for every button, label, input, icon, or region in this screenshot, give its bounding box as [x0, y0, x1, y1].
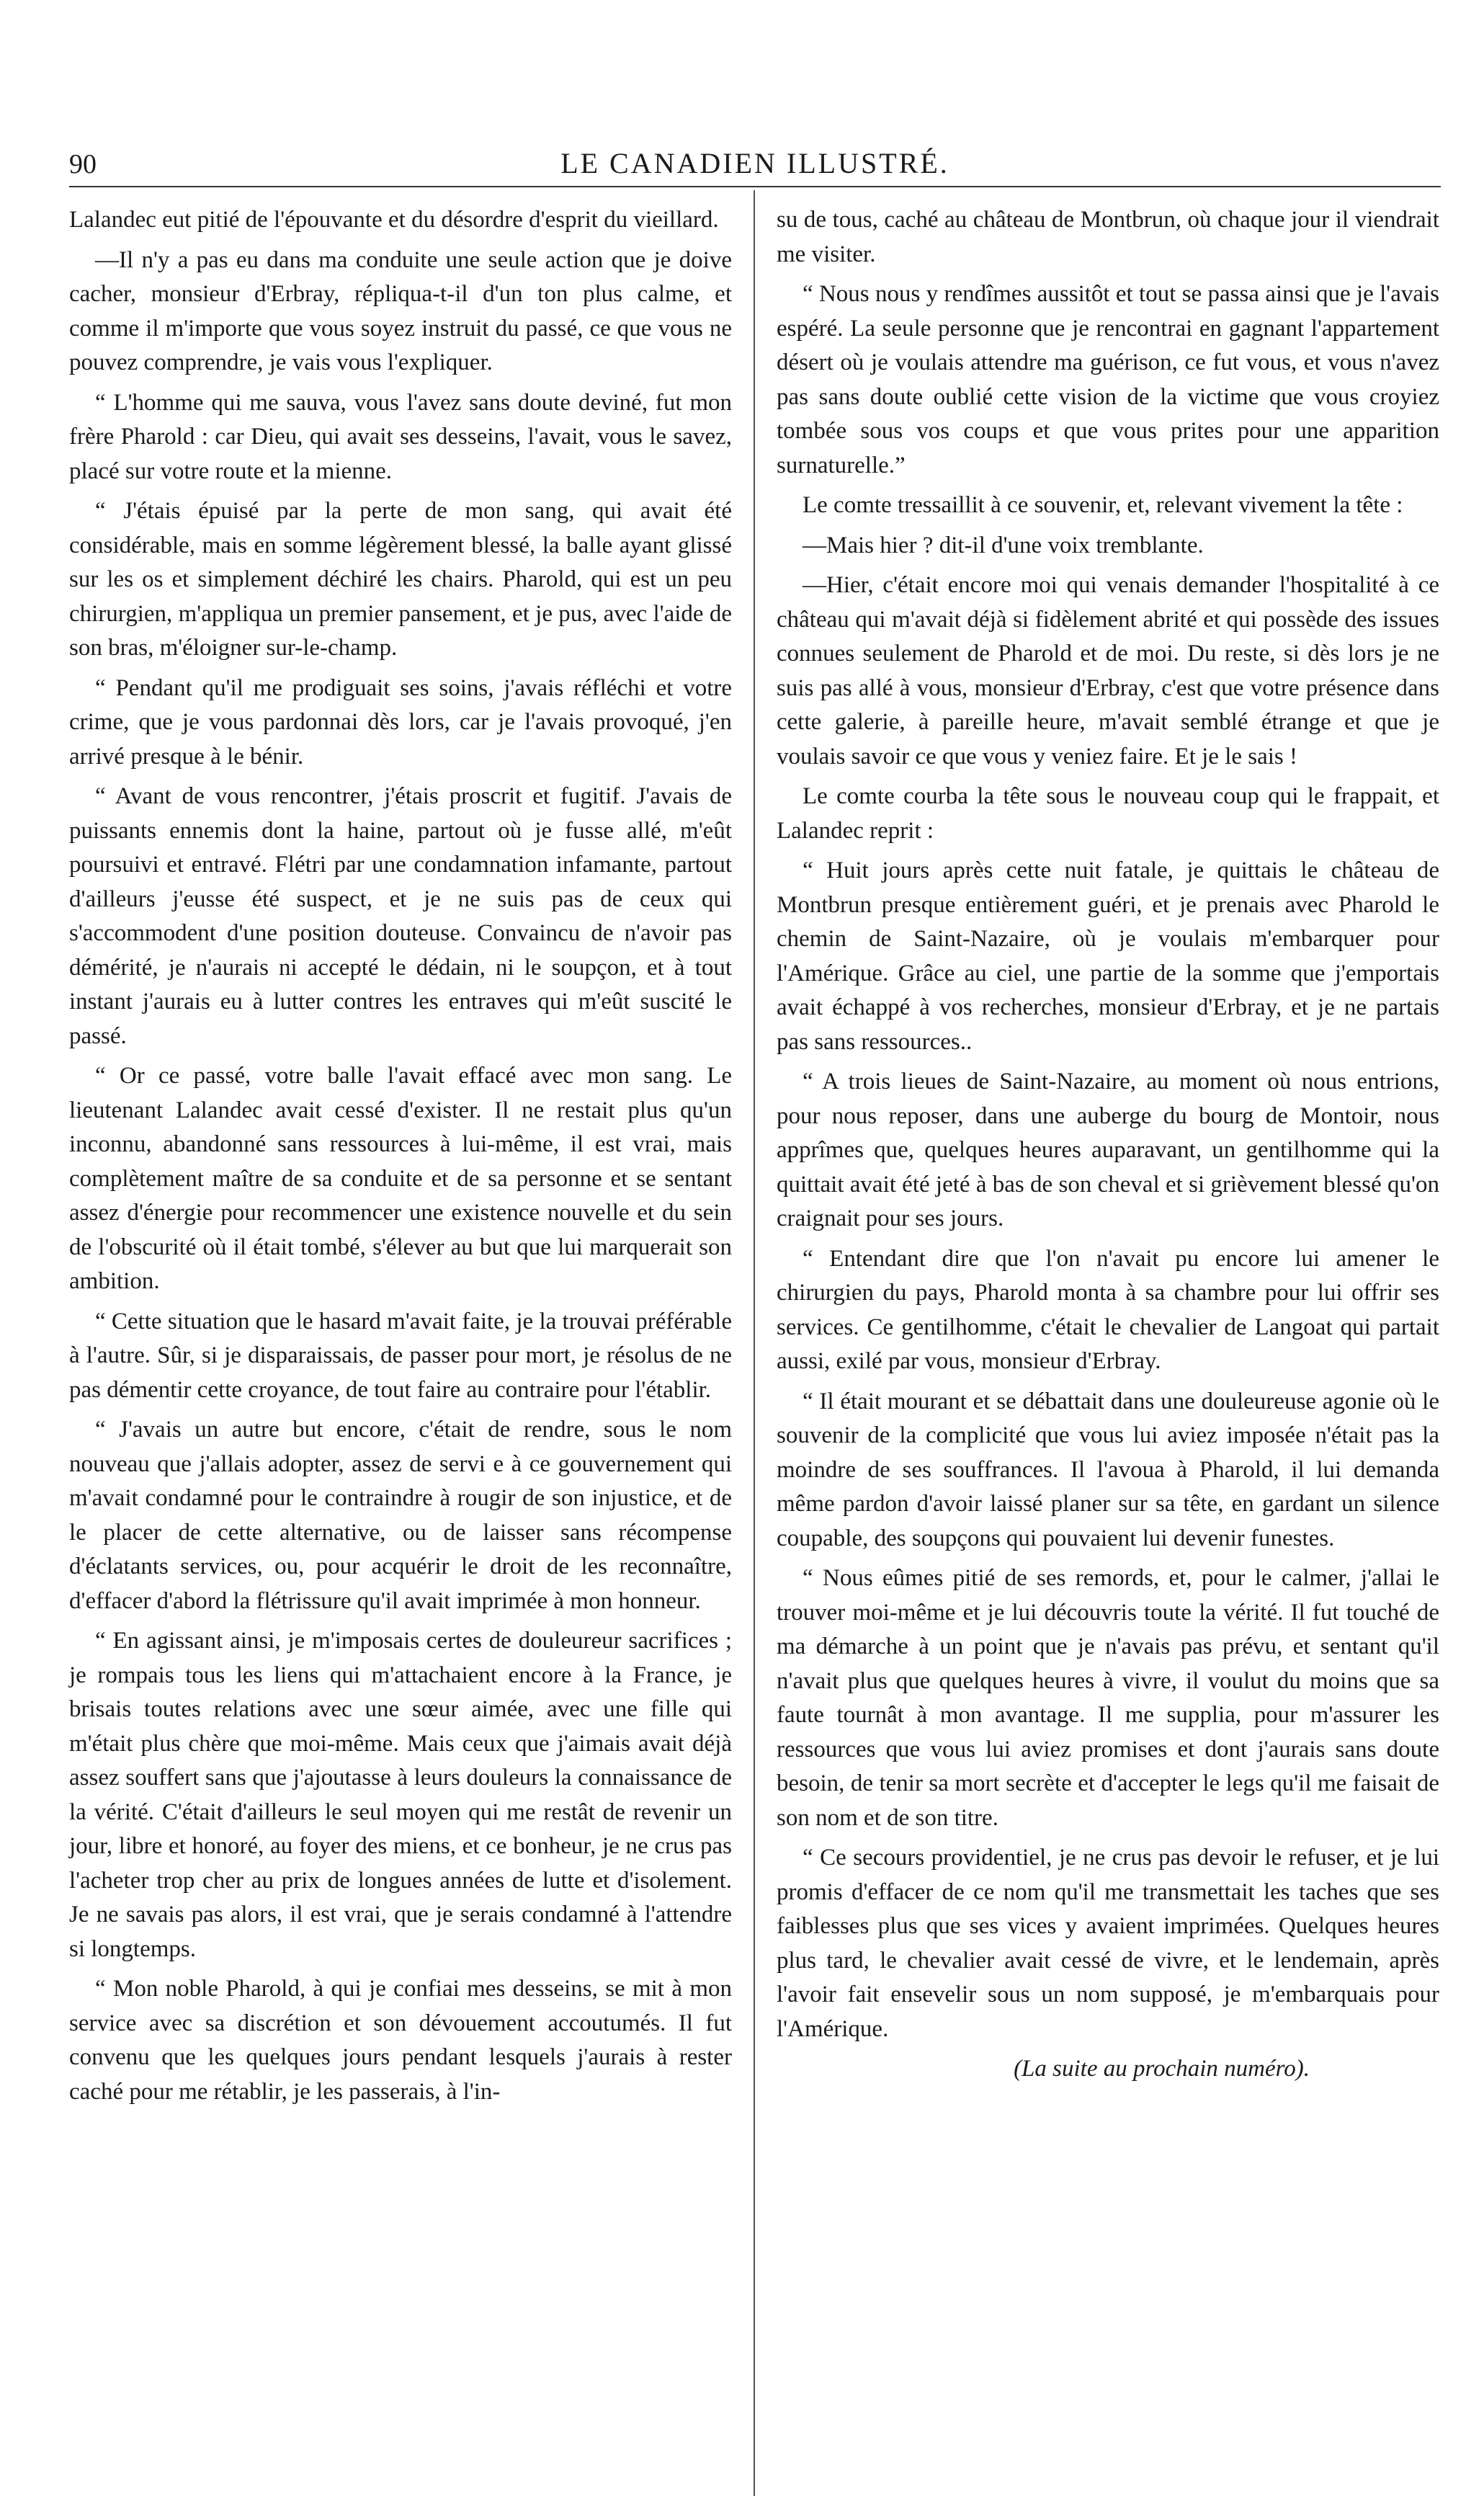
paragraph: “ J'avais un autre but encore, c'était de rendre, sous le nom nouveau que j'allais adopter, assez de servi e à ce gouvernement qui m'avait condamné pour le contraindre à rougir de son injustice, et de le placer de cette alternative, ou de laisser sans récompense d'éclatants services, ou, pour acquérir le droit de les reconnaître, d'effacer d'abord la flétrissure qu'il avait imprimée à mon honneur.: [69, 1417, 732, 1614]
paragraph: “ Nous nous y rendîmes aussitôt et tout se passa ainsi que je l'avais espéré. La seule personne que je rencontrai en gagnant l'appartement désert où je voulais attendre ma guérison, ce fut vous, et vous n'avez pas sans doute oublié cette vision de la victime que vous croyiez tombée sous vos coups et que vous prites pour une apparition surnaturelle.”: [777, 281, 1439, 478]
paragraph: “ L'homme qui me sauva, vous l'avez sans doute deviné, fut mon frère Pharold : car Dieu, qui avait ses desseins, l'avait, vous le savez, placé sur votre route et la mienne.: [69, 389, 732, 484]
left-column: [69, 203, 732, 2115]
paragraph: “ Mon noble Pharold, à qui je confiai mes desseins, se mit à mon service avec sa discrétion et son dévouement accoutumés. Il fut convenu que les quelques jours pendant lesquels j'aurais à rester caché pour me rétablir, je les passerais, à l'in-: [69, 1976, 732, 2105]
paragraph: su de tous, caché au château de Montbrun, où chaque jour il viendrait me visiter.: [777, 207, 1439, 267]
continued-note: (La suite au prochain numéro).: [1014, 2056, 1310, 2082]
paragraph: —Mais hier ? dit-il d'une voix tremblante.: [803, 532, 1204, 558]
paragraph: “ Il était mourant et se débattait dans une douleureuse agonie où le souvenir de la complicité que vous lui aviez imposée n'était pas la moindre de ses souffrances. Il l'avoua à Pharold, il lui demanda même pardon d'avoir laissé planer sur sa tête, en gardant un silence coupable, des soupçons qui pouvaient lui devenir funestes.: [777, 1388, 1439, 1551]
masthead: LE CANADIEN ILLUSTRÉ.: [560, 147, 949, 179]
paragraph: Le comte courba la tête sous le nouveau coup qui le frappait, et Lalandec reprit :: [777, 783, 1439, 844]
paragraph: “ Huit jours après cette nuit fatale, je quittais le château de Montbrun presque entièrement guéri, et je prenais avec Pharold le chemin de Saint-Nazaire, où je voulais m'embarquer pour l'Amérique. Grâce au ciel, une partie de la somme que j'emportais avait échappé à vos recherches, monsieur d'Erbray, et je ne partais pas sans ressources..: [777, 857, 1439, 1055]
paragraph: Le comte tressaillit à ce souvenir, et, relevant vivement la tête :: [803, 492, 1403, 518]
paragraph: “ A trois lieues de Saint-Nazaire, au moment où nous entrions, pour nous reposer, dans une auberge du bourg de Montoir, nous apprîmes que, quelques heures auparavant, un gentilhomme qui la quittait avait été jeté à bas de son cheval et si grièvement blessé qu'on craignait pour ses jours.: [777, 1069, 1439, 1231]
paragraph: —Hier, c'était encore moi qui venais demander l'hospitalité à ce château qui m'avait déjà si fidèlement abrité et qui possède des issues connues seulement de Pharold et de moi. Du reste, si dès lors je ne suis pas allé à vous, monsieur d'Erbray, c'est que votre présence dans cette galerie, à pareille heure, m'avait semblé étrange et que je voulais savoir ce que vous y veniez faire. Et je le sais !: [777, 572, 1439, 770]
paragraph: “ Avant de vous rencontrer, j'étais proscrit et fugitif. J'avais de puissants ennemis dont la haine, partout où je fusse allé, m'eût poursuivi et entravé. Flétri par une condamnation infamante, partout d'ailleurs j'eusse été suspect, et je ne suis pas de ceux qui s'accommodent d'une position douteuse. Convaincu de n'avoir pas démérité, je n'aurais ni accepté le dédain, ni le soupçon, et à tout instant j'aurais eu à lutter contres les entraves qui m'eût suscité le passé.: [69, 783, 732, 1049]
paragraph: “ Ce secours providentiel, je ne crus pas devoir le refuser, et je lui promis d'effacer de ce nom qu'il me transmettait les taches que ses faiblesses plus que ses vices y avaient imprimées. Quelques heures plus tard, le chevalier avait cessé de vivre, et le lendemain, après l'avoir fait ensevelir sous un nom supposé, je m'embarquais pour l'Amérique.: [777, 1845, 1439, 2042]
paragraph: Lalandec eut pitié de l'épouvante et du désordre d'esprit du vieillard.: [69, 207, 719, 233]
paragraph: “ J'étais épuisé par la perte de mon sang, qui avait été considérable, mais en somme légèrement blessé, la balle ayant glissé sur les os et simplement déchiré les chairs. Pharold, qui est un peu chirurgien, m'appliqua un premier pansement, et je pus, avec l'aide de son bras, m'éloigner sur-le-champ.: [69, 498, 732, 661]
paragraph: “ Pendant qu'il me prodiguait ses soins, j'avais réfléchi et votre crime, que je vous pardonnai dès lors, car je l'avais provoqué, j'en arrivé presque à le bénir.: [69, 674, 732, 770]
page-number: 90: [69, 149, 97, 179]
paragraph: “ Cette situation que le hasard m'avait faite, je la trouvai préférable à l'autre. Sûr, si je disparaissais, de passer pour mort, je résolus de ne pas démentir cette croyance, de tout faire au contraire pour l'établir.: [69, 1308, 732, 1403]
header-rule: [69, 186, 1441, 187]
column-divider: [754, 190, 755, 2496]
paragraph: —Il n'y a pas eu dans ma conduite une seule action que je doive cacher, monsieur d'Erbray, répliqua-t-il d'un ton plus calme, et comme il m'importe que vous soyez instruit du passé, ce que vous ne pouvez comprendre, je vais vous l'expliquer.: [69, 246, 732, 375]
paragraph: “ Entendant dire que l'on n'avait pu encore lui amener le chirurgien du pays, Pharold monta à sa chambre pour lui offrir ses services. Ce gentilhomme, c'était le chevalier de Langoat qui partait aussi, exilé par vous, monsieur d'Erbray.: [777, 1245, 1439, 1374]
paragraph: “ Or ce passé, votre balle l'avait effacé avec mon sang. Le lieutenant Lalandec avait cessé d'exister. Il ne restait plus qu'un inconnu, abandonné sans ressources à lui-même, il est vrai, mais complètement maître de sa conduite et de sa personne et se sentant assez d'énergie pour recommencer une existence nouvelle et du sein de l'obscurité où il était tombé, s'élever au but que lui marquerait son ambition.: [69, 1063, 732, 1294]
right-column: [777, 203, 1439, 2092]
paragraph: “ En agissant ainsi, je m'imposais certes de douleureur sacrifices ; je rompais tous les liens qui m'attachaient encore à la France, je brisais toutes relations avec une sœur aimée, avec une fille qui m'était plus chère que moi-même. Mais ceux que j'aimais avait déjà assez souffert sans que j'ajoutasse à leurs douleurs la connaissance de la vérité. C'était d'ailleurs le seul moyen qui me restât de revenir un jour, libre et honoré, au foyer des miens, et ce bonheur, je ne crus pas l'acheter trop cher au prix de longues années de lutte et d'isolement. Je ne savais pas alors, il est vrai, que je serais condamné à l'attendre si longtemps.: [69, 1628, 732, 1962]
paragraph: “ Nous eûmes pitié de ses remords, et, pour le calmer, j'allai le trouver moi-même et je lui découvris toute la vérité. Il fut touché de ma démarche à un point que je n'avais pas prévu, et sentant qu'il n'avait plus que quelques heures à vivre, il voulut du moins que sa faute tournât à mon avantage. Il me supplia, pour m'assurer les ressources que vous lui aviez promises et dont j'aurais sans doute besoin, de tenir sa mort secrète et d'accepter le legs qu'il me faisait de son nom et de son titre.: [777, 1565, 1439, 1831]
page-header: [69, 137, 1441, 180]
